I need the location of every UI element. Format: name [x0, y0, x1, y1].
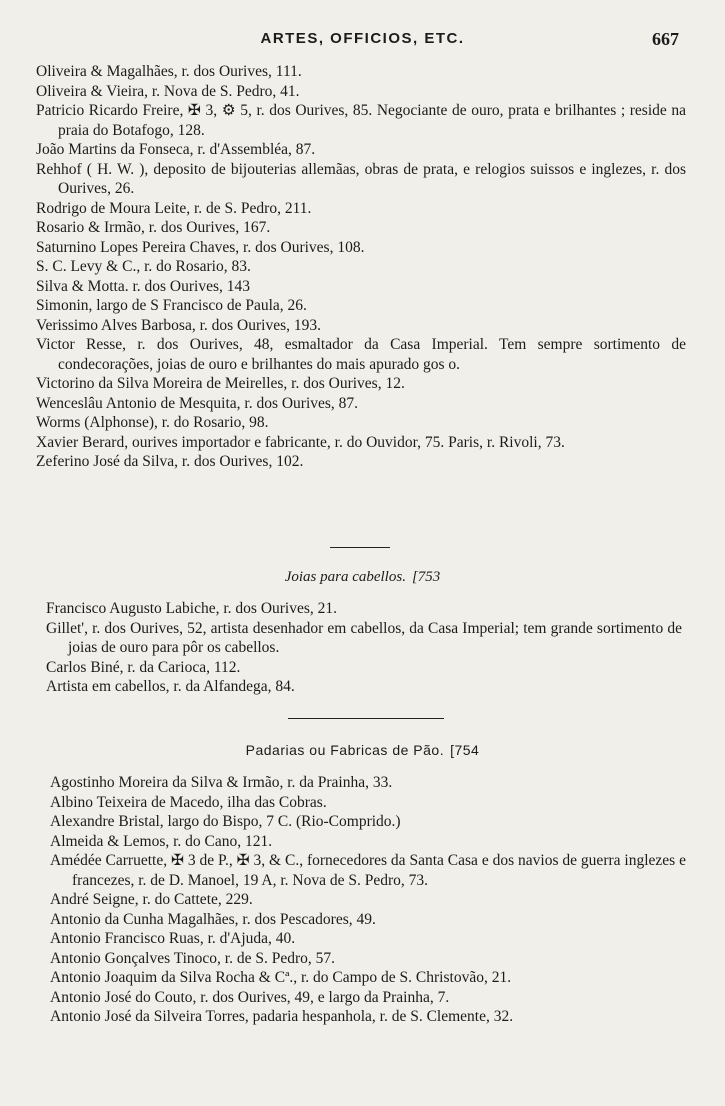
list-item: Victor Resse, r. dos Ourives, 48, esmaltador da Casa Imperial. Tem sempre sortimento de condecorações, joias de ouro e brilhantes do mais apurado gos o. — [36, 336, 686, 373]
section-heading-joias — [0, 567, 725, 587]
page-header — [0, 26, 725, 56]
list-item: Rodrigo de Moura Leite, r. de S. Pedro, 211. — [36, 199, 312, 217]
list-item: Verissimo Alves Barbosa, r. dos Ourives, 193. — [36, 316, 322, 334]
list-item: Albino Teixeira de Macedo, ilha das Cobras. — [50, 793, 327, 811]
list-item: Amédée Carruette, ✠ 3 de P., ✠ 3, & C., fornecedores da Santa Casa e dos navios de guerra inglezes e francezes, r. de D. Manoel, 19 A, r. Nova de S. Pedro, 73. — [50, 852, 686, 889]
list-item: Victorino da Silva Moreira de Meirelles, r. dos Ourives, 12. — [36, 375, 405, 392]
list-item: Zeferino José da Silva, r. dos Ourives, 102. — [36, 453, 304, 470]
section-joias-entries — [46, 599, 682, 697]
list-item: Artista em cabellos, r. da Alfandega, 84. — [46, 678, 295, 695]
list-item: Wenceslâu Antonio de Mesquita, r. dos Ourives, 87. — [36, 394, 359, 412]
list-item: Carlos Biné, r. da Carioca, 112. — [46, 658, 241, 676]
list-item: Xavier Berard, ourives importador e fabricante, r. do Ouvidor, 75. Paris, r. Rivoli, 73. — [36, 433, 565, 451]
list-item: Antonio Joaquim da Silva Rocha & Cª., r. do Campo de S. Christovão, 21. — [50, 969, 512, 986]
list-item: Rehhof ( H. W. ), deposito de bijouterias allemãas, obras de prata, e relogios suissos e inglezes, r. dos Ourives, 26. — [36, 160, 686, 197]
list-item: Patricio Ricardo Freire, ✠ 3, ⚙ 5, r. dos Ourives, 85. Negociante de ouro, prata e brilhantes ; reside na praia do Botafogo, 128. — [36, 102, 686, 139]
section-number: [753 — [411, 569, 441, 585]
list-item: Alexandre Bristal, largo do Bispo, 7 C. (Rio-Comprido.) — [50, 813, 401, 830]
list-item: Francisco Augusto Labiche, r. dos Ourives, 21. — [46, 600, 338, 617]
list-item: Saturnino Lopes Pereira Chaves, r. dos Ourives, 108. — [36, 238, 365, 256]
list-item: Simonin, largo de S Francisco de Paula, 26. — [36, 297, 307, 314]
list-item: Antonio da Cunha Magalhães, r. dos Pescadores, 49. — [50, 910, 376, 928]
section-ourives-entries — [36, 62, 686, 472]
list-item: Antonio José da Silveira Torres, padaria hespanhola, r. de S. Clemente, 32. — [50, 1008, 514, 1025]
list-item: João Martins da Fonseca, r. d'Assembléa, 87. — [36, 141, 316, 158]
list-item: Rosario & Irmão, r. dos Ourives, 167. — [36, 219, 271, 236]
list-item: Silva & Motta. r. dos Ourives, 143 — [36, 277, 250, 295]
list-item: Oliveira & Vieira, r. Nova de S. Pedro, 41. — [36, 82, 300, 100]
list-item: Oliveira & Magalhães, r. dos Ourives, 111. — [36, 63, 302, 80]
section-divider — [288, 718, 444, 719]
section-divider — [330, 547, 390, 548]
page-number: 667 — [652, 29, 679, 49]
list-item: Antonio Francisco Ruas, r. d'Ajuda, 40. — [50, 930, 296, 947]
list-item: S. C. Levy & C., r. do Rosario, 83. — [36, 258, 251, 275]
section-number: [754 — [450, 742, 480, 758]
list-item: Agostinho Moreira da Silva & Irmão, r. da Prainha, 33. — [50, 774, 393, 791]
section-padarias-entries — [50, 773, 686, 1027]
section-heading-padarias — [0, 740, 725, 760]
section-title: Joias para cabellos. — [284, 569, 406, 585]
list-item: Antonio Gonçalves Tinoco, r. de S. Pedro, 57. — [50, 949, 336, 967]
list-item: Antonio José do Couto, r. dos Ourives, 49, e largo da Prainha, 7. — [50, 988, 450, 1006]
list-item: Gillet', r. dos Ourives, 52, artista desenhador em cabellos, da Casa Imperial; tem grande sortimento de joias de ouro para pôr os cabellos. — [46, 619, 682, 656]
list-item: Worms (Alphonse), r. do Rosario, 98. — [36, 414, 269, 431]
section-title: Padarias ou Fabricas de Pão. — [245, 742, 445, 758]
list-item: André Seigne, r. do Cattete, 229. — [50, 891, 253, 908]
list-item: Almeida & Lemos, r. do Cano, 121. — [50, 832, 273, 850]
running-title: ARTES, OFFICIOS, ETC. — [260, 30, 465, 47]
